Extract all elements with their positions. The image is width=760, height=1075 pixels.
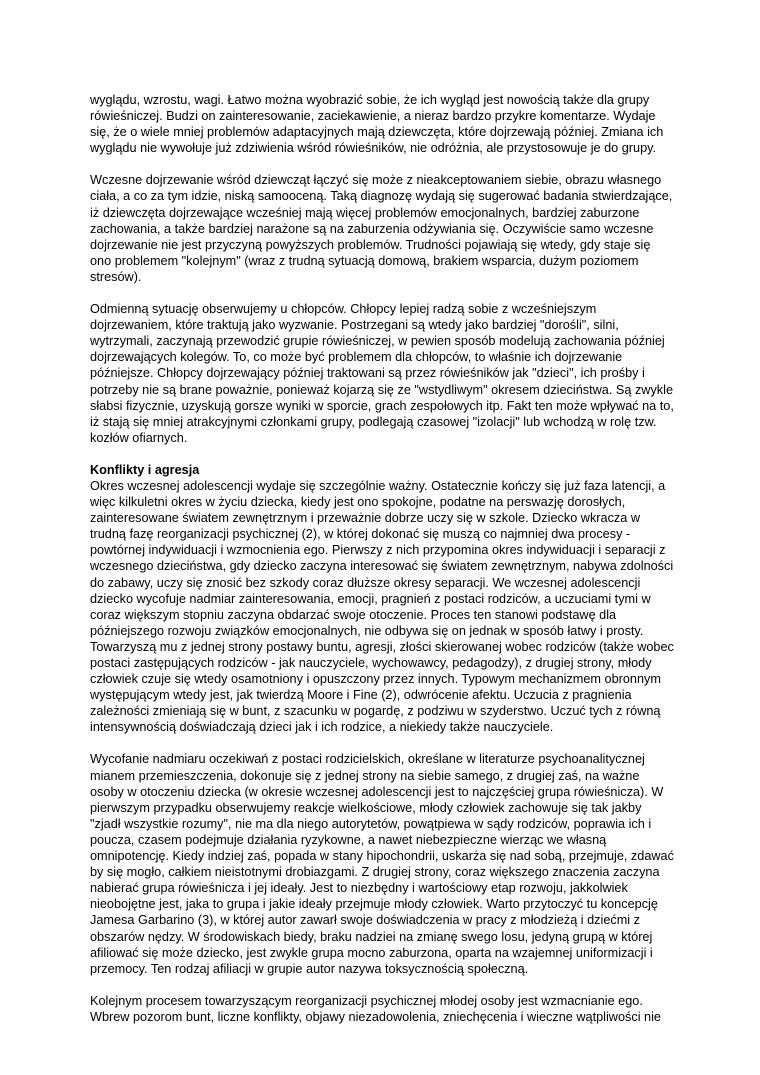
paragraph-boys-maturation: Odmienną sytuację obserwujemy u chłopców. Chłopcy lepiej radzą sobie z wcześniejszym dojrzewaniem, które traktują jako wyzwanie. Postrzegani są wtedy jako bardziej "dorośli", silni, wytrzymali, zaczynają przewodzić grupie rówieśniczej, w pewien sposób modelują zachowania później dojrzewających kolegów. To, co może być problemem dla chłopców, to właśnie ich dojrzewanie późniejsze. Chłopcy dojrzewający później traktowani są przez rówieśników jak "dzieci", ich prośby i potrzeby nie są brane poważnie, ponieważ kojarzą się ze "wstydliwym" okresem dzieciństwa. Są zwykle słabsi fizycznie, uzyskują gorsze wyniki w sporcie, grach zespołowych itp. Fakt ten może wpływać na to, iż stają się mniej atrakcyjnymi członkami grupy, podlegają czasowej "izolacji" lub wchodzą w rolę tzw. kozłów ofiarnych. [90, 302, 674, 445]
paragraph-ego-strengthening: Kolejnym procesem towarzyszącym reorganizacji psychicznej młodej osoby jest wzmacnianie ego. Wbrew pozorom bunt, liczne konflikty, objawy niezadowolenia, zniechęcenia i wieczne wątpliwości nie [90, 993, 661, 1024]
paragraph-appearance-peers: wyglądu, wzrostu, wagi. Łatwo można wyobrazić sobie, że ich wygląd jest nowością także dla grupy rówieśniczej. Budzi on zainteresowanie, zaciekawienie, a nieraz bardzo przykre komentarze. Wydaje się, że o wiele mniej problemów adaptacyjnych mają dziewczęta, które dojrzewają później. Zmiana ich wyglądu nie wywołuje już zdziwienia wśród rówieśników, nie odróżnia, ale przystosowuje je do grupy. [90, 93, 664, 156]
paragraph-displacement: Wycofanie nadmiaru oczekiwań z postaci rodzicielskich, określane w literaturze psychoanalitycznej mianem przemieszczenia, dokonuje się z jednej strony na siebie samego, z drugiej zaś, na ważne osoby w otoczeniu dziecka (w okresie wczesnej adolescencji jest to najczęściej grupa rówieśnicza). W pierwszym przypadku obserwujemy reakcje wielkościowe, młody człowiek zachowuje się tak jakby "zjadł wszystkie rozumy", nie ma dla niego autorytetów, powątpiewa w sądy rodziców, poprawia ich i poucza, czasem podejmuje działania ryzykowne, a nawet niebezpieczne wierząc we własną omnipotencję. Kiedy indziej zaś, popada w stany hipochondrii, uskarża się nad sobą, przejmuje, zdawać by się mogło, całkiem nieistotnymi drobiazgami. Z drugiej strony, coraz większego znaczenia zaczyna nabierać grupa rówieśnicza i jej ideały. Jest to niezbędny i wartościowy etap rozwoju, jakkolwiek nieobojętne jest, jaka to grupa i jakie ideały przejmuje młody człowiek. Warto przytoczyć tu koncepcję Jamesa Garbarino (3), w której autor zawarł swoje doświadczenia w pracy z młodzieżą i dziećmi z obszarów nędzy. W środowiskach biedy, braku nadziei na zmianę swego losu, jedyną grupą w której afiliować się może dziecko, jest zwykle grupa mocno zaburzona, oparta na wzajemnej uniformizacji i przemocy. Ten rodzaj afiliacji w grupie autor nazywa toksycznością społeczną. [90, 752, 674, 976]
paragraph-early-maturation-girls: Wczesne dojrzewanie wśród dziewcząt łączyć się może z nieakceptowaniem siebie, obrazu własnego ciała, a co za tym idzie, niską samooceną. Taką diagnozę wydają się sugerować badania stwierdzające, iż dziewczęta dojrzewające wcześniej mają więcej problemów emocjonalnych, bardziej zaburzone zachowania, a także bardziej narażone są na zaburzenia odżywiania się. Oczywiście samo wczesne dojrzewanie nie jest przyczyną powyższych problemów. Trudności pojawiają się wtedy, gdy staje się ono problemem "kolejnym" (wraz z trudną sytuacją domową, brakiem wsparcia, dużym poziomem stresów). [90, 173, 673, 284]
section-heading: Konflikty i agresja [90, 462, 200, 477]
document-page [90, 92, 674, 1041]
paragraph-early-adolescence: Okres wczesnej adolescencji wydaje się szczególnie ważny. Ostatecznie kończy się już faza latencji, a więc kilkuletni okres w życiu dziecka, kiedy jest ono spokojne, podatne na perswazję dorosłych, zainteresowane światem zewnętrznym i przeważnie dobrze uczy się w szkole. Dziecko wkracza w trudną fazę reorganizacji psychicznej (2), w której dokonać się muszą co najmniej dwa procesy - powtórnej indywiduacji i wzmocnienia ego. Pierwszy z nich przypomina okres indywiduacji i separacji z wczesnego dzieciństwa, gdy dziecko zaczyna interesować się światem zewnętrznym, nabywa zdolności do zabawy, uczy się znosić bez szkody coraz dłuższe okresy separacji. We wczesnej adolescencji dziecko wycofuje nadmiar zainteresowania, emocji, pragnień z postaci rodziców, a uczuciami tymi w coraz większym stopniu zaczyna obdarzać swoje otoczenie. Proces ten stanowi podstawę dla późniejszego rozwoju związków emocjonalnych, nie odbywa się on jednak w sposób łatwy i prosty. Towarzyszą mu z jednej strony postawy buntu, agresji, złości skierowanej wobec rodziców (także wobec postaci zastępujących rodziców - jak nauczyciele, wychowawcy, pedagodzy), z drugiej strony, młody człowiek czuje się wtedy osamotniony i opuszczony przez innych. Typowym mechanizmem obronnym występującym wtedy jest, jak twierdzą Moore i Fine (2), odwrócenie afektu. Uczucia z pragnienia zależności zmieniają się w bunt, z szacunku w pogardę, z podziwu w szyderstwo. Uczuć tych z równą intensywnością doświadczają dzieci jak i ich rodzice, a niekiedy także nauczyciele. [90, 478, 674, 735]
